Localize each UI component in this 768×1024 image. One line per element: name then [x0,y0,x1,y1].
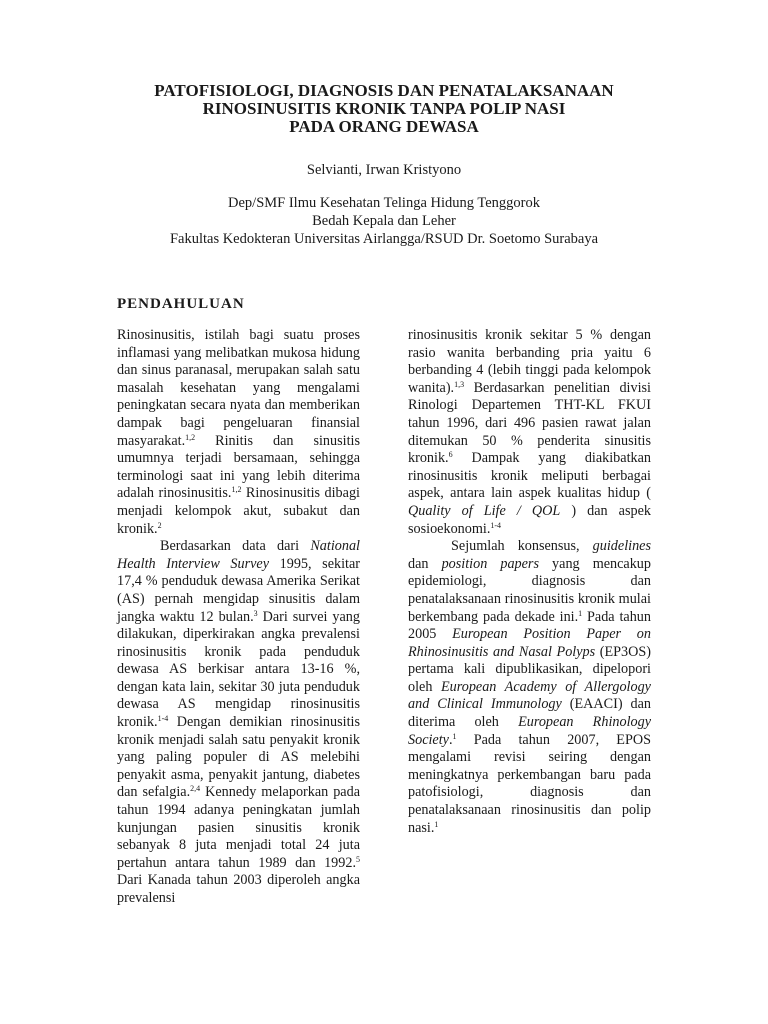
affiliation-line: Bedah Kepala dan Leher [312,213,456,229]
affiliation-line: Dep/SMF Ilmu Kesehatan Telinga Hidung Tenggorok [228,195,540,211]
body-text: Dengan demikian rinosinusitis kronik menjadi salah satu penyakit kronik yang paling populer di AS melebihi penyakit asma, penyakit jantung, diabetes dan sefalgia. [117,714,360,801]
body-text: Rinosinusitis dibagi menjadi kelompok akut, subakut dan kronik. [117,485,360,537]
body-text: (EAACI) dan diterima oleh [408,696,652,731]
citation-ref: 1 [434,819,439,829]
body-text: Rinitis dan sinusitis umumnya terjadi bersamaan, sehingga terminologi saat ini yang lebih diterima adalah rinosinusitis. [117,432,360,502]
body-text: rinosinusitis kronik sekitar 5 % dengan rasio wanita berbanding pria yaitu 6 berbanding 4 (lebih tinggi pada kelompok wanita). [408,327,651,396]
citation-ref: 1,2 [231,485,242,495]
citation-ref: 3 [253,608,258,618]
title-line: PATOFISIOLOGI, DIAGNOSIS DAN PENATALAKSANAAN [154,81,614,100]
body-text: Dari Kanada tahun 2003 diperoleh angka prevalensi [117,872,360,906]
citation-ref: 5 [356,854,360,864]
citation-ref: 1 [578,608,583,618]
body-text: Dari survei yang dilakukan, diperkirakan angka prevalensi rinosinusitis kronik pada penduduk dewasa AS berkisar antara 13-16 %, dengan kata lain, sekitar 30 juta penduduk dewasa AS mengidap rinosinusitis kronik. [117,608,360,731]
paragraph [408,327,651,538]
italic-term: Quality of Life / QOL [408,502,561,519]
body-text: Berdasarkan data dari [160,538,311,555]
author-list: Selvianti, Irwan Kristyono [306,162,462,178]
paper-title [0,82,768,136]
right-column [408,327,651,837]
citation-ref: 1-4 [490,520,502,530]
body-text: Pada tahun 2005 [408,608,651,643]
italic-term: National Health Interview Survey [117,538,360,572]
body-text: Rinosinusitis, istilah bagi suatu proses inflamasi yang melibatkan mukosa hidung dan sinus paranasal, merupakan salah satu masalah kesehatan yang mengalami peningkatan secara nyata dan memberikan dampak bagi pengeluaran finansial masyarakat. [117,327,360,449]
affiliation [0,194,768,248]
title-line: RINOSINUSITIS KRONIK TANPA POLIP NASI [202,99,566,118]
body-text: Dampak yang diakibatkan rinosinusitis kronik meliputi berbagai aspek, antara lain aspek kualitas hidup ( [408,450,651,502]
italic-term: European Academy of Allergology and Clinical Immunology [408,678,651,713]
italic-term: guidelines [592,538,651,555]
title-line: PADA ORANG DEWASA [289,117,479,136]
paragraph [117,327,360,538]
citation-ref: 1,2 [185,432,196,442]
citation-ref: 2 [157,520,162,530]
body-text: Sejumlah konsensus, [451,538,593,555]
citation-ref: 2,4 [190,784,201,794]
section-heading: PENDAHULUAN [117,296,245,312]
body-text: Berdasarkan penelitian divisi Rinologi Departemen THT-KL FKUI tahun 1996, dari 496 pasien rawat jalan ditemukan 50 % penderita sinusitis kronik. [408,379,651,467]
italic-term: position papers [441,555,539,572]
affiliation-line: Fakultas Kedokteran Universitas Airlangga/RSUD Dr. Soetomo Surabaya [169,231,599,247]
body-text: 1995, sekitar 17,4 % penduduk dewasa Amerika Serikat (AS) pernah mengidap sinusitis dalam jangka waktu 12 bulan. [117,555,360,625]
body-text: yang mencakup epidemiologi, diagnosis dan penatalaksanaan rinosinusitis kronik mulai berkembang pada dekade ini. [408,555,651,625]
citation-ref: 1-4 [157,714,169,724]
italic-term: European Rhinology Society [408,714,652,748]
citation-ref: 1,3 [454,379,465,389]
body-text: Kennedy melaporkan pada tahun 1994 adanya peningkatan jumlah kunjungan pasien sinusitis kronik sebanyak 8 juta menjadi total 24 juta pertahun antara tahun 1989 dan 1992. [117,784,360,871]
body-text: (EP3OS) pertama kali dipublikasikan, dipelopori oleh [408,643,651,695]
citation-ref: 1 [452,731,457,741]
citation-ref: 6 [448,450,453,460]
paragraph [117,538,360,907]
body-text: ) dan aspek sosioekonomi. [408,502,651,537]
italic-term: European Position Paper on Rhinosinusitis and Nasal Polyps [408,626,651,660]
body-text: dan [408,555,442,572]
body-text: . [448,731,453,748]
paragraph [408,538,651,837]
left-column [117,327,360,908]
body-text: Pada tahun 2007, EPOS mengalami revisi seiring dengan meningkatnya perkembangan baru pada patofisiologi, diagnosis dan penatalaksanaan rinosinusitis dan polip nasi. [408,731,651,836]
